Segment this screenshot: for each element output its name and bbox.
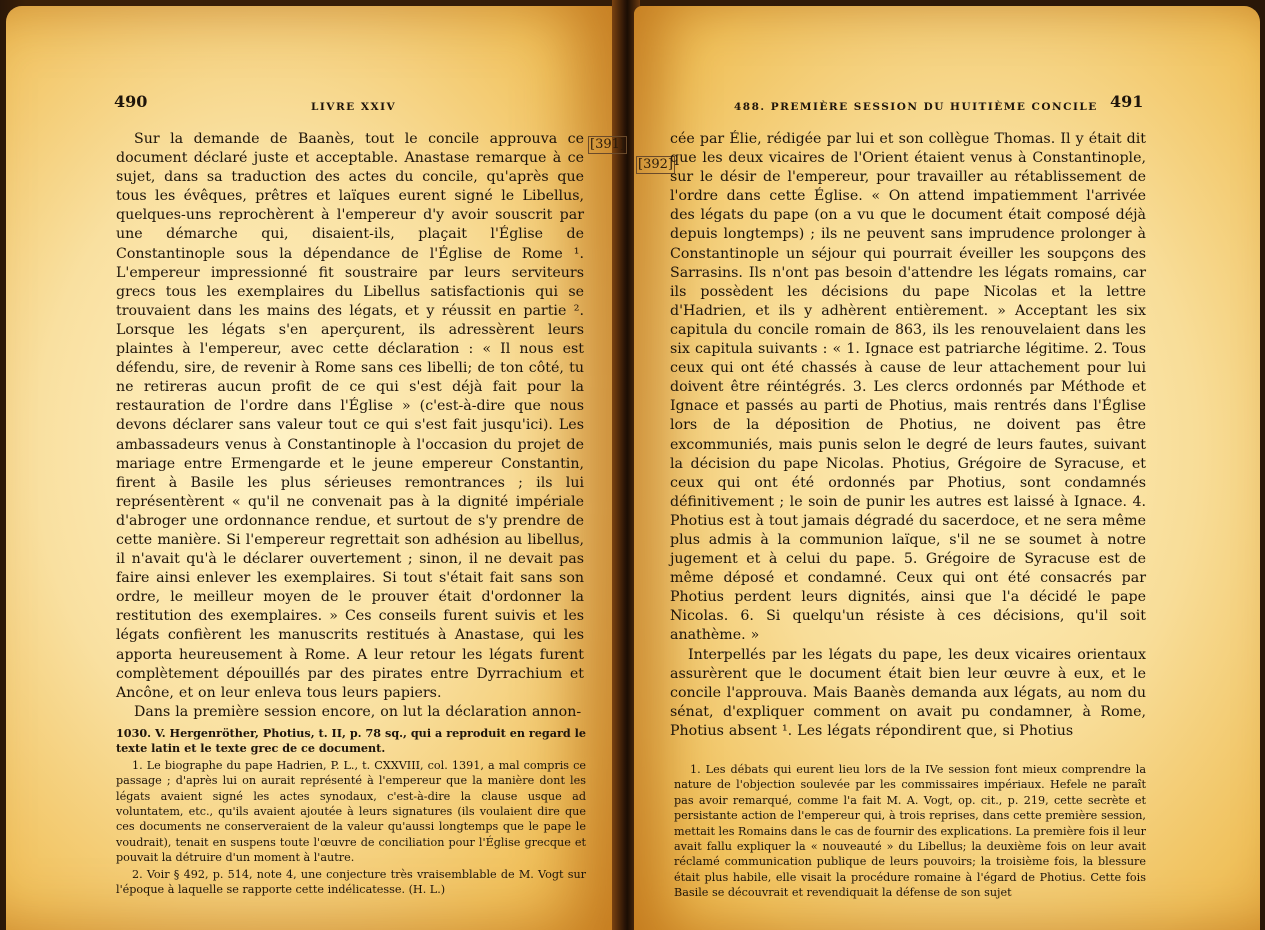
right-page <box>590 6 1260 930</box>
right-footnotes <box>674 762 1146 902</box>
right-body-text <box>670 130 1146 741</box>
left-footnote-1: 1. Le biographe du pape Hadrien, P. L., t. CXXVIII, col. 1391, a mal compris ce passage ; d'après lui on aurait représenté à l'empereur que la manière dont les légats avaient signé les actes synodaux, c'est-à-dire la clause usque ad voluntatem, etc., qu'ils avaient ajoutée à leurs signatures (ils voulaient dire que ces documents ne conserveraient de la valeur qu'aussi longtemps que le pape le voudrait), tenait en suspens toute l'œuvre de conciliation pour l'Église grecque et pouvait la détruire d'un moment à l'autre. <box>116 758 586 865</box>
left-page-number: 490 <box>114 92 148 111</box>
left-page <box>6 6 618 930</box>
left-paragraph-1: Sur la demande de Baanès, tout le concile approuva ce document déclaré juste et acceptable. Anastase remarque à ce sujet, dans sa traduction des actes du concile, qu'après que tous les évêques, prêtres et laïques eurent signé le Libellus, quelques-uns reprochèrent à l'empereur d'y avoir souscrit par une démarche qui, disaient-ils, plaçait l'Église de Constantinople sous la dépendance de l'Église de Rome ¹. L'empereur impressionné fit soustraire par leurs serviteurs grecs tous les exemplaires du Libellus satisfactionis qui se trouvaient dans les mains des légats, et y réussit en partie ². Lorsque les légats s'en aperçurent, ils adressèrent leurs plaintes à l'empereur, avec cette déclaration : « Il nous est défendu, sire, de revenir à Rome sans ces libelli; de ton côté, tu ne retireras aucun profit de ce qui s'est déjà fait pour la restauration de l'ordre dans l'Église » (c'est-à-dire que nous devons déclarer sans valeur tout ce qui s'est fait jusqu'ici). Les ambassadeurs venus à Constantinople à l'occasion du projet de mariage entre Ermengarde et le jeune empereur Constantin, firent à Basile les plus sérieuses remontrances ; ils lui représentèrent « qu'il ne convenait pas à la dignité impériale d'abroger une ordonnance rendue, et surtout de s'y prendre de cette manière. Si l'empereur regrettait son adhésion au libellus, il n'avait qu'à le déclarer ouvertement ; sinon, il ne devait pas faire ainsi enlever les exemplaires. Si tout s'était fait sans son ordre, le meilleur moyen de le prouver était d'ordonner la restitution des exemplaires. » Ces conseils furent suivis et les légats confièrent les manuscrits restitués à Anastase, qui les apporta heureusement à Rome. A leur retour les légats furent complètement dépouillés par des pirates entre Dyrrachium et Ancône, et on leur enleva tous leurs papiers. <box>116 131 584 701</box>
left-footnote-2: 2. Voir § 492, p. 514, note 4, une conjecture très vraisemblable de M. Vogt sur l'époque à laquelle se rapporte cette indélicatesse. (H. L.) <box>116 867 586 897</box>
margin-number-392: [392] <box>638 157 673 172</box>
left-footnote-ref: 1030. V. Hergenröther, Photius, t. II, p. 78 sq., qui a reproduit en regard le texte latin et le texte grec de ce document. <box>116 726 586 756</box>
margin-number-391: [391] <box>590 137 625 152</box>
left-running-head: LIVRE XXIV <box>311 101 397 113</box>
right-footnote-1: 1. Les débats qui eurent lieu lors de la IVe session font mieux comprendre la nature de l'objection soulevée par les commissaires impériaux. Hefele ne paraît pas avoir remarqué, comme l'a fait M. A. Vogt, op. cit., p. 219, cette secrète et persistante action de l'empereur qui, à trois reprises, dans cette première session, mettait les Romains dans le cas de fournir des explications. La première fois il leur avait fallu expliquer la « nouveauté » du Libellus; la deuxième fois on leur avait réclamé communication publique de leurs pouvoirs; la troisième fois, la blessure était plus habile, elle visait la procédure romaine à l'égard de Photius. Cette fois Basile se découvrait et revendiquait la défense de son sujet <box>674 763 1146 900</box>
right-page-number: 491 <box>1110 92 1144 111</box>
right-running-head: 488. PREMIÈRE SESSION DU HUITIÈME CONCILE <box>734 101 1098 113</box>
left-paragraph-2: Dans la première session encore, on lut la déclaration annon- <box>134 703 582 720</box>
left-body-text <box>116 130 584 722</box>
left-footnotes <box>116 726 586 898</box>
right-paragraph-1: cée par Élie, rédigée par lui et son collègue Thomas. Il y était dit que les deux vicaires de l'Orient étaient venus à Constantinople, sur le désir de l'empereur, pour travailler au rétablissement de l'ordre dans cette Église. « On attend impatiemment l'arrivée des légats du pape (on a vu que le document était composé déjà depuis longtemps) ; ils ne peuvent sans imprudence prolonger à Constantinople un séjour qui pourrait éveiller les soupçons des Sarrasins. Ils n'ont pas besoin d'attendre les légats romains, car ils possèdent les décisions du pape Nicolas et la lettre d'Hadrien, et ils y adhèrent entièrement. » Acceptant les six capitula du concile romain de 863, ils les renouvelaient dans les six capitula suivants : « 1. Ignace est patriarche légitime. 2. Tous ceux qui ont été chassés à cause de leur attachement pour lui doivent être réintégrés. 3. Les clercs ordonnés par Méthode et Ignace et passés au parti de Photius, mais rentrés dans l'Église lors de la déposition de Photius, ne doivent pas être excommuniés, mais punis selon le degré de leurs fautes, suivant la décision du pape Nicolas. Photius, Grégoire de Syracuse, et ceux qui ont été ordonnés par Photius, sont condamnés définitivement ; le soin de punir les autres est laissé à Ignace. 4. Photius est à tout jamais dégradé du sacerdoce, et ne sera même plus admis à la communion laïque, s'il ne se soumet à notre jugement et à celui du pape. 5. Grégoire de Syracuse est de même déposé et condamné. Ceux qui ont été consacrés par Photius perdent leurs dignités, ainsi que l'a décidé le pape Nicolas. 6. Si quelqu'un résiste à ces décisions, qu'il soit anathème. » <box>670 131 1146 644</box>
right-paragraph-2: Interpellés par les légats du pape, les deux vicaires orientaux assurèrent que le document était bien leur œuvre à eux, et le concile l'approuva. Mais Baanès demanda aux légats, au nom du sénat, d'expliquer comment on avait pu condamner, à Rome, Photius absent ¹. Les légats répondirent que, si Photius <box>670 646 1146 739</box>
